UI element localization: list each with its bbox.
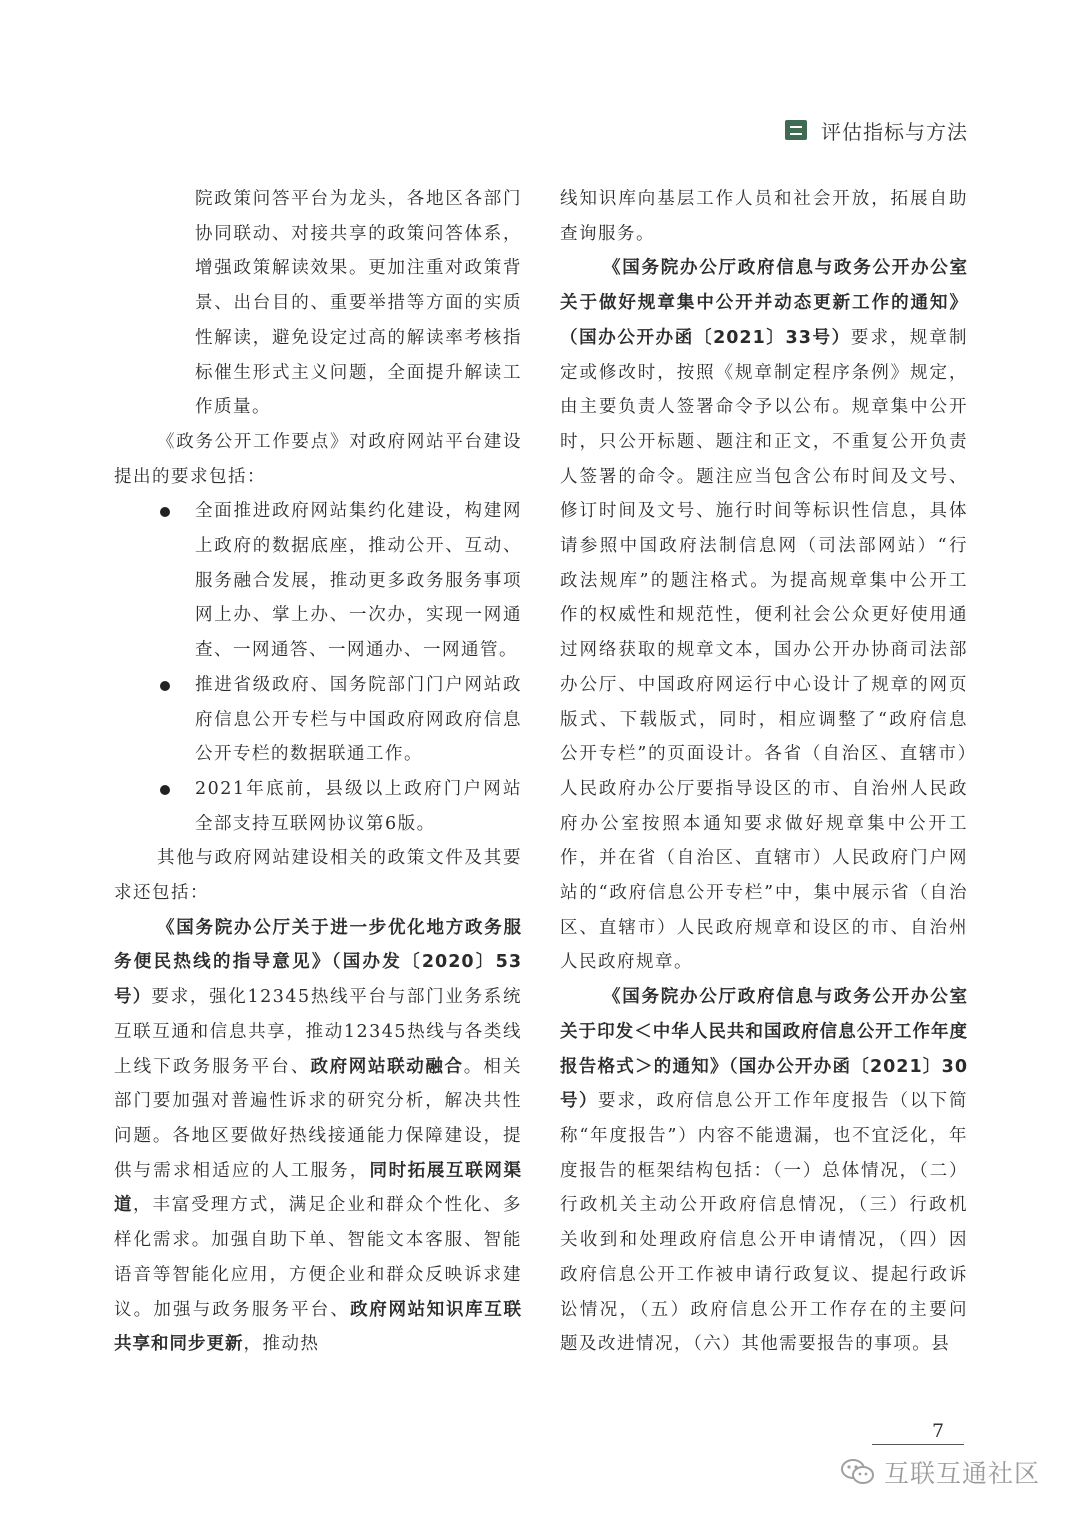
bullet-icon — [160, 785, 170, 795]
bullet-icon — [160, 681, 170, 691]
requirements-heading: 《政务公开工作要点》对政府网站平台建设提出的要求包括： — [114, 431, 522, 487]
rules-paragraph: 《国务院办公厅政府信息与政务公开办公室关于做好规章集中公开并动态更新工作的通知》（国办公开办函〔2021〕33号）要求，规章制定或修改时，按照《规章制定程序条例》规定，由主要负责人签署命令予以公布。规章集中公开时，只公开标题、题注和正文，不重复公开负责人签署的命令。题注应当包含公布时间及文号、修订时间及文号、施行时间等标识性信息，具体请参照中国政府法制信息网（司法部网站）“行政法规库”的题注格式。为提高规章集中公开工作的权威性和规范性，便利社会公众更好使用通过网络获取的规章文本，国办公开办协商司法部办公厅、中国政府网运行中心设计了规章的网页版式、下载版式，同时，相应调整了“政府信息公开专栏”的页面设计。各省（自治区、直辖市）人民政府办公厅要指导设区的市、自治州人民政府办公室按照本通知要求做好规章集中公开工作，并在省（自治区、直辖市）人民政府门户网站的“政府信息公开专栏”中，集中展示省（自治区、直辖市）人民政府规章和设区的市、自治州人民政府规章。 — [560, 258, 969, 973]
hotline-paragraph: 《国务院办公厅关于进一步优化地方政务服务便民热线的指导意见》（国办发〔2020〕53号）要求，强化12345热线平台与部门业务系统互联互通和信息共享，推动12345热线与各类线上线下政务服务平台、政府网站联动融合。相关部门要加强对普遍性诉求的研究分析，解决共性问题。各地区要做好热线接通能力保障建设，提供与需求相适应的人工服务，同时拓展互联网渠道，丰富受理方式，满足企业和群众个性化、多样化需求。加强自助下单、智能文本客服、智能语音等智能化应用，方便企业和群众反映诉求建议。加强与政务服务平台、政府网站知识库互联共享和同步更新，推动热 — [114, 917, 523, 1355]
left-column — [114, 182, 522, 1362]
right-column — [560, 182, 968, 1362]
report-paragraph: 《国务院办公厅政府信息与政务公开办公室关于印发＜中华人民共和国政府信息公开工作年度报告格式＞的通知》（国办公开办函〔2021〕30号）要求，政府信息公开工作年度报告（以下简称“年度报告”）内容不能遗漏，也不宜泛化，年度报告的框架结构包括：（一）总体情况，（二）行政机关主动公开政府信息情况，（三）行政机关收到和处理政府信息公开申请情况，（四）因政府信息公开工作被申请行政复议、提起行政诉讼情况，（五）政府信息公开工作存在的主要问题及改进情况，（六）其他需要报告的事项。县 — [560, 987, 968, 1355]
watermark — [840, 1452, 1040, 1492]
list-item: 全面推进政府网站集约化建设，构建网上政府的数据底座，推动公开、互动、服务融合发展，推动更多政务服务事项网上办、掌上办、一次办，实现一网通查、一网通答、一网通办、一网通管。 — [114, 494, 522, 668]
page-number: 7 — [932, 1420, 945, 1442]
section-header — [785, 116, 968, 144]
wechat-icon — [840, 1457, 876, 1487]
report-doc-title: 《国务院办公厅政府信息与政务公开办公室关于印发＜中华人民共和国政府信息公开工作年度报告格式＞的通知》（国办公开办函〔2021〕30号） — [560, 987, 968, 1112]
rules-doc-title: 《国务院办公厅政府信息与政务公开办公室关于做好规章集中公开并动态更新工作的通知》（国办公开办函〔2021〕33号） — [560, 258, 968, 348]
list-item: 推进省级政府、国务院部门门户网站政府信息公开专栏与中国政府网政府信息公开专栏的数据联通工作。 — [114, 668, 522, 772]
section-title: 评估指标与方法 — [821, 119, 968, 144]
section-two-icon — [785, 120, 807, 140]
watermark-text: 互联互通社区 — [883, 1459, 1040, 1488]
bullet-icon — [160, 507, 170, 517]
hotline-doc-title: 《国务院办公厅关于进一步优化地方政务服务便民热线的指导意见》（国办发〔2020〕53号） — [114, 917, 522, 1008]
other-docs-heading: 其他与政府网站建设相关的政策文件及其要求还包括： — [114, 848, 522, 904]
page-number-rule — [872, 1444, 964, 1445]
list-item: 2021年底前，县级以上政府门户网站全部支持互联网协议第6版。 — [114, 772, 522, 841]
intro-paragraph: 院政策问答平台为龙头，各地区各部门协同联动、对接共享的政策问答体系，增强政策解读效果。更加注重对政策背景、出台目的、重要举措等方面的实质性解读，避免设定过高的解读率考核指标催生形式主义问题，全面提升解读工作质量。 — [195, 189, 522, 418]
continuation-paragraph: 线知识库向基层工作人员和社会开放，拓展自助查询服务。 — [560, 189, 968, 244]
